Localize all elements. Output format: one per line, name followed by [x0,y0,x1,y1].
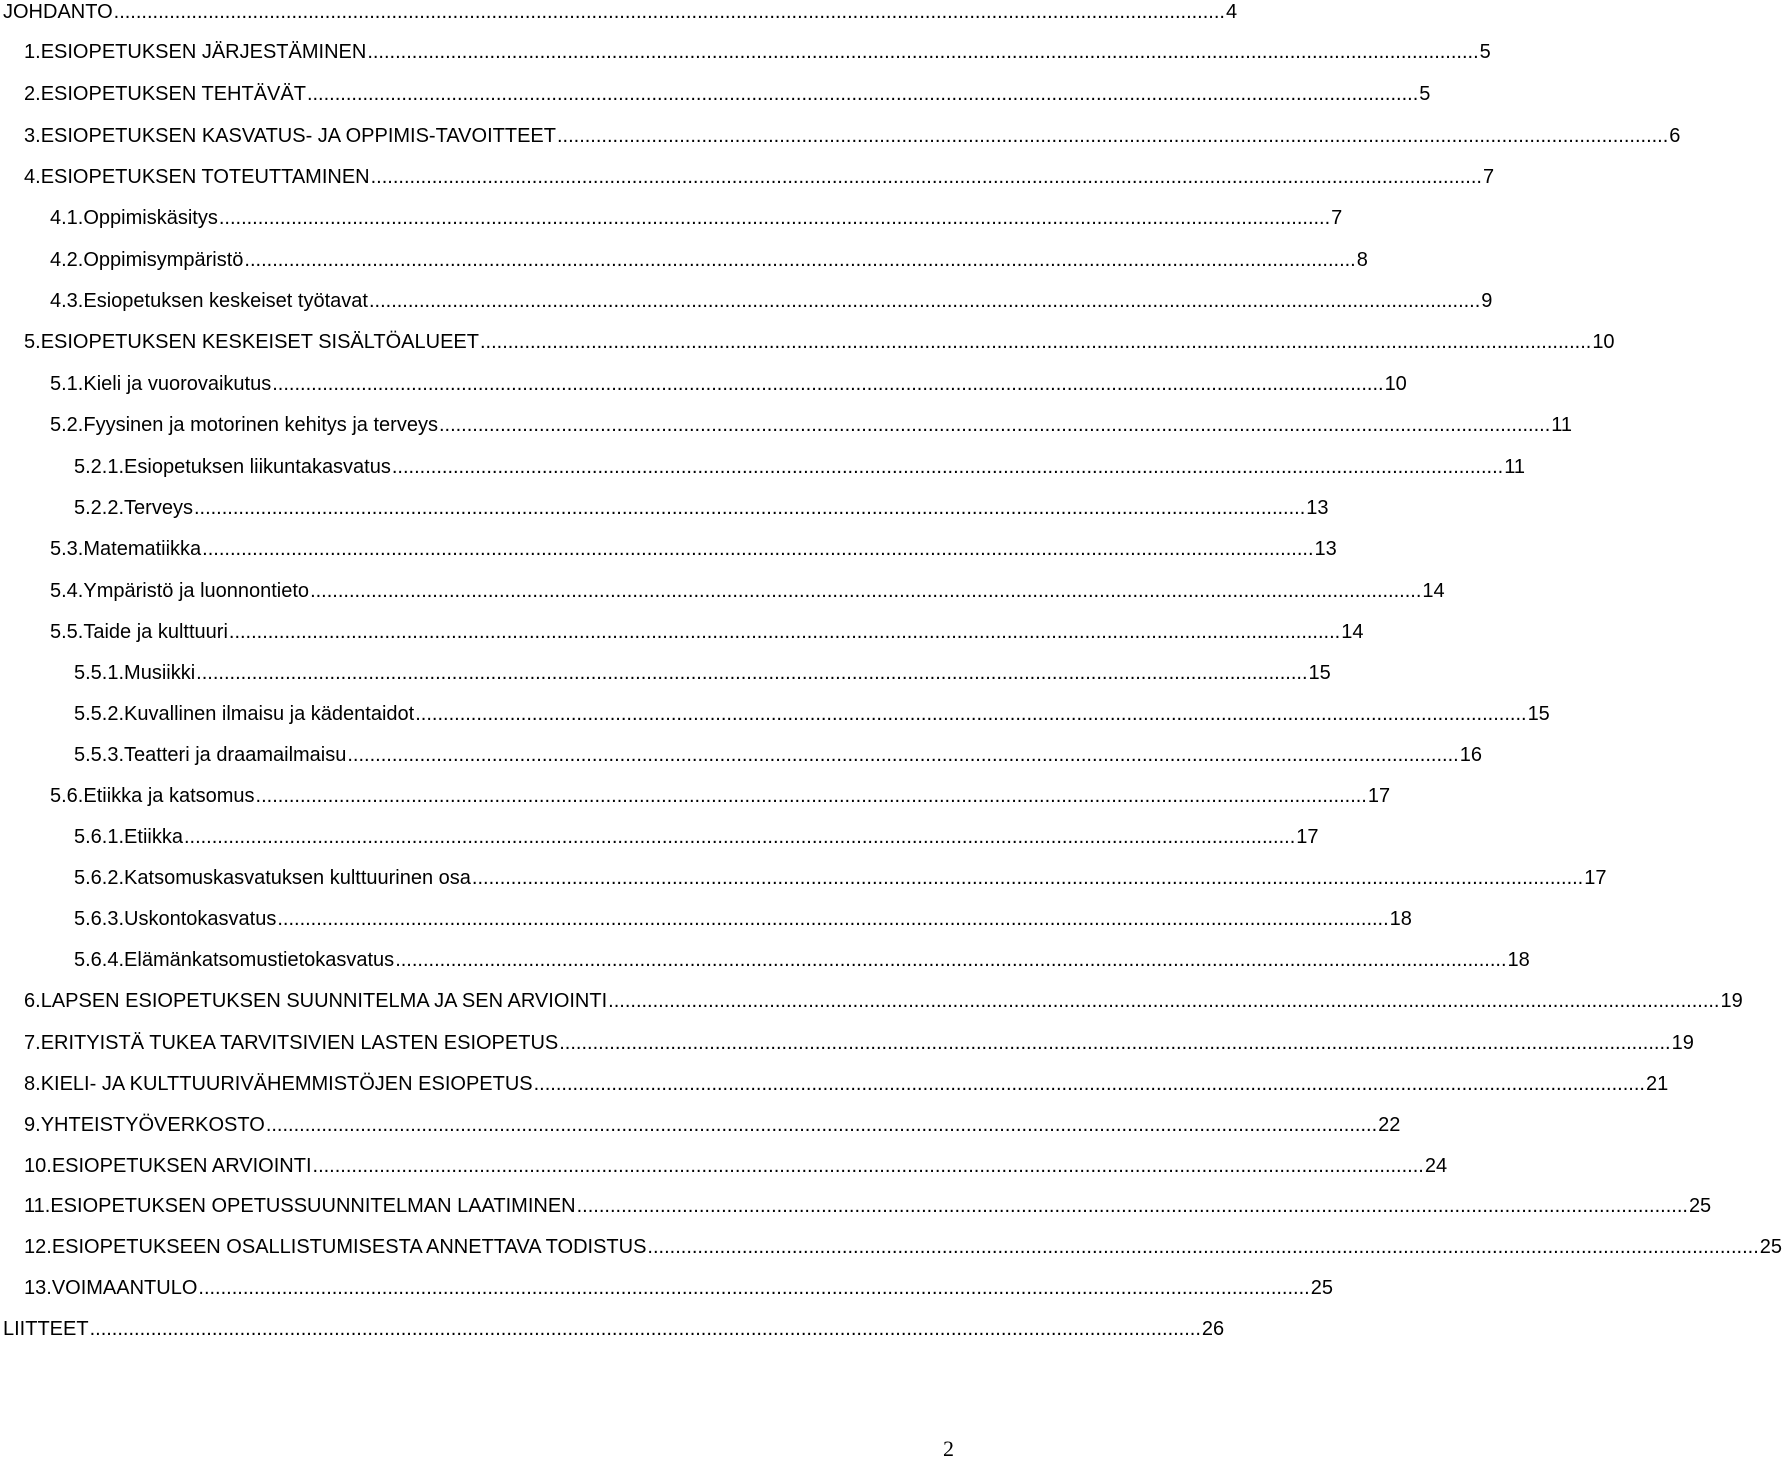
toc-entry[interactable] [74,452,1525,482]
toc-entry-page: 17 [1584,867,1607,889]
page-number: 2 [943,1436,954,1461]
toc-entry[interactable] [74,699,1550,729]
toc-entry-number: 10. [24,1155,52,1177]
toc-entry-number: 4.2. [50,249,84,271]
toc-entry[interactable] [24,986,1743,1016]
toc-entry-page: 25 [1688,1195,1712,1217]
toc-entry[interactable] [74,493,1329,523]
dot-leader: ........................................................................................................................................................................................................ [272,373,1384,395]
toc-entry[interactable] [50,369,1407,399]
toc-entry[interactable] [50,534,1337,564]
dot-leader: ........................................................................................................................................................................................................ [218,207,1331,229]
dot-leader: ........................................................................................................................................................................................................ [556,125,1669,147]
toc-entry[interactable] [74,945,1530,975]
toc-entry[interactable] [3,0,1238,27]
toc-entry-page: 8 [1356,249,1368,271]
toc-entry-page: 4 [1225,1,1238,23]
toc-entry-title: ESIOPETUKSEN KASVATUS- JA OPPIMIS-TAVOITTEET [40,125,556,147]
toc-entry[interactable] [24,1191,1712,1221]
toc-entry-page: 6 [1669,125,1681,147]
dot-leader: ........................................................................................................................................................................................................ [89,1318,1201,1340]
toc-entry-page: 7 [1482,166,1495,188]
toc-entry-number: 5.5.1. [74,662,125,684]
toc-entry-title: Matematiikka [83,538,202,560]
dot-leader: ........................................................................................................................................................................................................ [395,949,1507,971]
toc-entry-number: 5.2.2. [74,497,125,519]
toc-entry[interactable] [74,822,1319,852]
toc-entry[interactable] [74,658,1331,688]
toc-entry-number: 1. [24,41,41,63]
toc-entry-number: 5.6.3. [74,908,125,930]
toc-entry-number: 4.3. [50,290,84,312]
toc-entry[interactable] [50,245,1368,275]
toc-entry-title: Terveys [124,497,193,519]
toc-entry-number: 13. [24,1277,52,1299]
dot-leader: ........................................................................................................................................................................................................ [391,456,1504,478]
dot-leader: ........................................................................................................................................................................................................ [310,580,1422,602]
toc-entry-title: Etiikka ja katsomus [83,785,255,807]
toc-entry-number: 6. [24,990,41,1012]
toc-entry-page: 19 [1720,990,1743,1012]
toc-entry-page: 17 [1296,826,1319,848]
dot-leader: ........................................................................................................................................................................................................ [193,497,1306,519]
toc-entry-page: 19 [1671,1032,1694,1054]
toc-entry-title: YHTEISTYÖVERKOSTO [40,1114,265,1136]
toc-entry-title: JOHDANTO [3,1,113,23]
toc-entry-page: 10 [1384,373,1407,395]
toc-entry-page: 16 [1459,744,1482,766]
toc-entry-page: 13 [1306,497,1329,519]
toc-entry-page: 18 [1389,908,1412,930]
toc-entry-page: 5 [1479,41,1491,63]
toc-entry-title: Oppimisympäristö [83,249,244,271]
toc-entry-number: 5.5.2. [74,703,125,725]
dot-leader: ........................................................................................................................................................................................................ [471,867,1584,889]
toc-entry-title: ESIOPETUKSEN TEHTÄVÄT [40,83,306,105]
toc-entry[interactable] [24,1110,1401,1140]
toc-entry-title: ESIOPETUKSEN TOTEUTTAMINEN [40,166,370,188]
dot-leader: ........................................................................................................................................................................................................ [559,1032,1671,1054]
dot-leader: ........................................................................................................................................................................................................ [608,990,1720,1012]
toc-entry[interactable] [24,1273,1333,1303]
dot-leader: ........................................................................................................................................................................................................ [306,83,1419,105]
dot-leader: ........................................................................................................................................................................................................ [198,1277,1310,1299]
dot-leader: ........................................................................................................................................................................................................ [415,703,1527,725]
toc-entry-title: LIITTEET [3,1318,89,1340]
toc-entry-page: 24 [1424,1155,1448,1177]
toc-entry[interactable] [24,1069,1669,1099]
toc-entry-title: ERITYISTÄ TUKEA TARVITSIVIEN LASTEN ESIOPETUS [40,1032,559,1054]
toc-entry[interactable] [50,286,1493,316]
toc-entry-title: Katsomuskasvatuksen kulttuurinen osa [124,867,471,889]
toc-entry-number: 5.3. [50,538,84,560]
toc-entry[interactable] [3,1314,1225,1344]
dot-leader: ........................................................................................................................................................................................................ [196,662,1308,684]
toc-entry-number: 8. [24,1073,41,1095]
toc-entry-number: 5.6.1. [74,826,125,848]
toc-entry-number: 9. [24,1114,41,1136]
toc-entry-title: Fyysinen ja motorinen kehitys ja terveys [83,414,438,436]
toc-entry-title: VOIMAANTULO [51,1277,198,1299]
dot-leader: ........................................................................................................................................................................................................ [312,1155,1424,1177]
toc-entry[interactable] [50,203,1343,233]
toc-entry-number: 7. [24,1032,41,1054]
toc-entry[interactable] [74,863,1607,893]
toc-entry-page: 11 [1504,456,1525,478]
dot-leader: ........................................................................................................................................................................................................ [368,290,1481,312]
toc-entry[interactable] [24,1028,1694,1058]
toc-entry-page: 15 [1527,703,1550,725]
toc-entry-number: 5.5. [50,621,84,643]
dot-leader: ........................................................................................................................................................................................................ [255,785,1367,807]
toc-entry-title: Kuvallinen ilmaisu ja kädentaidot [124,703,415,725]
toc-entry-title: Esiopetuksen keskeiset työtavat [83,290,368,312]
toc-entry[interactable] [24,79,1431,109]
toc-entry-title: Kieli ja vuorovaikutus [83,373,272,395]
toc-entry-number: 5.2.1. [74,456,125,478]
toc-entry-page: 5 [1419,83,1431,105]
toc-entry-page: 10 [1592,331,1615,353]
toc-entry-title: Musiikki [124,662,196,684]
toc-entry-number: 5.6.4. [74,949,125,971]
toc-entry-title: ESIOPETUKSEN OPETUSSUUNNITELMAN LAATIMINEN [50,1195,576,1217]
toc-entry-title: Uskontokasvatus [124,908,277,930]
toc-entry-title: Esiopetuksen liikuntakasvatus [124,456,391,478]
toc-entry-number: 5.5.3. [74,744,125,766]
toc-entry-page: 7 [1331,207,1343,229]
toc-entry-title: Teatteri ja draamailmaisu [124,744,347,766]
toc-entry-number: 11. [24,1195,51,1217]
dot-leader: ........................................................................................................................................................................................................ [347,744,1459,766]
toc-entry-page: 14 [1422,580,1445,602]
toc-entry-number: 4. [24,166,41,188]
dot-leader: ........................................................................................................................................................................................................ [202,538,1314,560]
toc-entry-number: 3. [24,125,41,147]
toc-entry-title: Oppimiskäsitys [83,207,218,229]
toc-entry[interactable] [24,162,1495,192]
toc-entry[interactable] [24,37,1491,67]
dot-leader: ........................................................................................................................................................................................................ [277,908,1389,930]
toc-entry-page: 15 [1308,662,1331,684]
toc-entry[interactable] [24,121,1681,151]
dot-leader: ........................................................................................................................................................................................................ [533,1073,1645,1095]
toc-entry-number: 5.2. [50,414,84,436]
toc-entry[interactable] [50,617,1364,647]
toc-entry-number: 4.1. [50,207,84,229]
toc-entry-title: KIELI- JA KULTTUURIVÄHEMMISTÖJEN ESIOPETUS [40,1073,533,1095]
toc-entry-title: Elämänkatsomustietokasvatus [124,949,395,971]
toc-entry-page: 14 [1341,621,1364,643]
toc-entry-page: 9 [1481,290,1493,312]
dot-leader: ........................................................................................................................................................................................................ [183,826,1296,848]
toc-entry-number: 5.6. [50,785,84,807]
toc-entry[interactable] [24,1151,1448,1181]
dot-leader: ........................................................................................................................................................................................................ [647,1236,1759,1258]
toc-entry-title: Etiikka [124,826,183,848]
toc-entry[interactable] [50,410,1573,440]
dot-leader: ........................................................................................................................................................................................................ [367,41,1479,63]
toc-entry-title: Ympäristö ja luonnontieto [83,580,310,602]
dot-leader: ........................................................................................................................................................................................................ [479,331,1592,353]
dot-leader: ........................................................................................................................................................................................................ [228,621,1341,643]
toc-entry-title: Taide ja kulttuuri [83,621,228,643]
toc-entry-page: 13 [1314,538,1337,560]
dot-leader: ........................................................................................................................................................................................................ [370,166,1482,188]
toc-entry[interactable] [24,327,1615,357]
dot-leader: ........................................................................................................................................................................................................ [265,1114,1378,1136]
dot-leader: ........................................................................................................................................................................................................ [438,414,1551,436]
toc-entry-page: 22 [1378,1114,1401,1136]
toc-entry-title: ESIOPETUKSEN ARVIOINTI [51,1155,312,1177]
toc-entry[interactable] [74,904,1412,934]
toc-entry[interactable] [24,1232,1782,1262]
toc-entry-number: 12. [24,1236,52,1258]
toc-entry-page: 18 [1507,949,1530,971]
dot-leader: ........................................................................................................................................................................................................ [576,1195,1688,1217]
toc-entry-title: LAPSEN ESIOPETUKSEN SUUNNITELMA JA SEN ARVIOINTI [40,990,608,1012]
toc-entry-page: 11 [1551,414,1573,436]
toc-entry-page: 25 [1310,1277,1333,1299]
toc-entry[interactable] [50,576,1445,606]
toc-entry-number: 2. [24,83,41,105]
toc-entry-number: 5.1. [50,373,84,395]
toc-entry-number: 5. [24,331,41,353]
toc-entry-title: ESIOPETUKSEEN OSALLISTUMISESTA ANNETTAVA TODISTUS [51,1236,647,1258]
toc-entry[interactable] [50,781,1391,811]
dot-leader: ........................................................................................................................................................................................................ [113,1,1225,23]
toc-entry-title: ESIOPETUKSEN JÄRJESTÄMINEN [40,41,367,63]
toc-entry-page: 21 [1645,1073,1669,1095]
toc-entry-number: 5.6.2. [74,867,125,889]
toc-entry-number: 5.4. [50,580,84,602]
toc-entry[interactable] [74,740,1482,770]
toc-entry-page: 26 [1201,1318,1225,1340]
dot-leader: ........................................................................................................................................................................................................ [244,249,1356,271]
toc-entry-page: 17 [1367,785,1391,807]
toc-entry-title: ESIOPETUKSEN KESKEISET SISÄLTÖALUEET [40,331,479,353]
toc-entry-page: 25 [1759,1236,1782,1258]
